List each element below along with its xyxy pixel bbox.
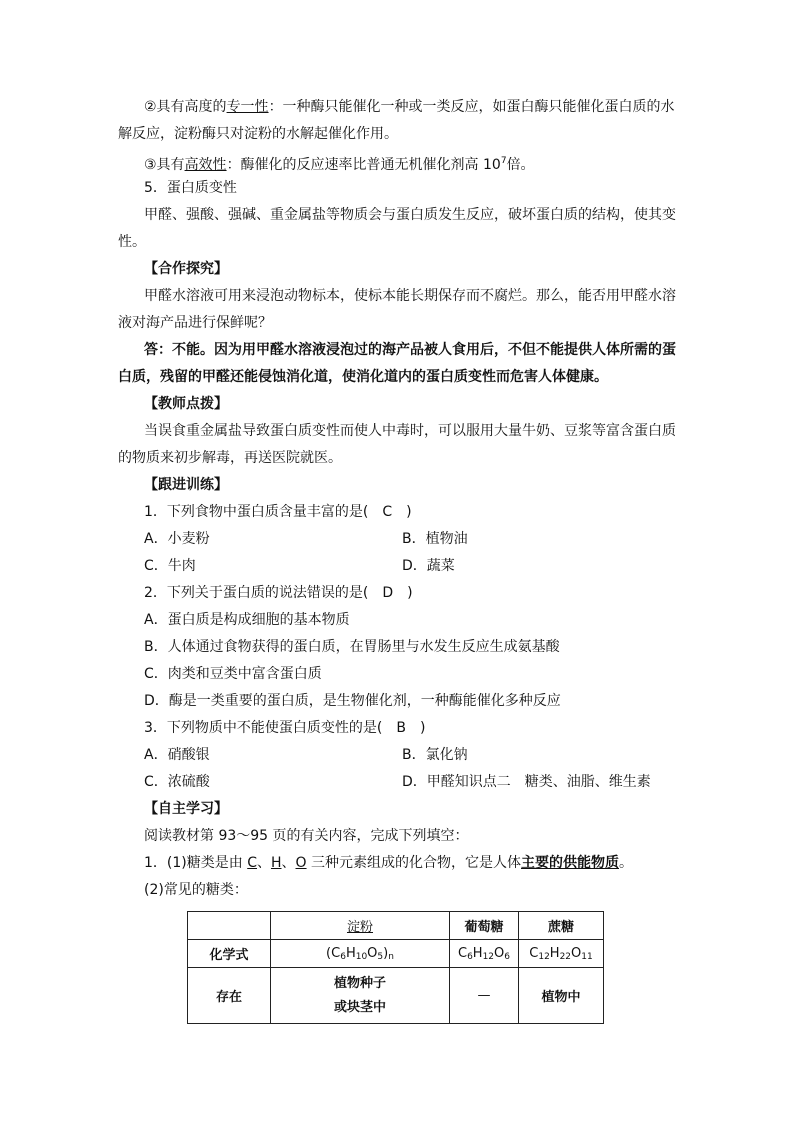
section-label-practice: 【跟进训练】 xyxy=(144,477,228,493)
specificity-term: 专一性 xyxy=(226,99,269,115)
option-row: A．小麦粉 xyxy=(144,531,210,547)
table-cell: 植物中 xyxy=(519,968,604,1024)
paragraph-line: 液对海产品进行保鲜呢？ xyxy=(118,315,272,331)
enzyme-specificity-line: ②具有高度的专一性：一种酶只能催化一种或一类反应，如蛋白酶只能催化蛋白质的水 xyxy=(144,99,675,115)
table-cell: $C_6H_{12}O_6$ xyxy=(450,940,519,968)
paragraph-line: 阅读教材第 93～95 页的有关内容，完成下列填空： xyxy=(144,828,469,844)
table-cell: — xyxy=(450,968,519,1024)
option-row: D．酶是一类重要的蛋白质，是生物催化剂，一种酶能催化多种反应 xyxy=(144,693,561,709)
enzyme-specificity-line-2: 解反应，淀粉酶只对淀粉的水解起催化作用。 xyxy=(118,126,398,142)
option-row: D．蔬菜 xyxy=(402,558,455,574)
table-cell: 植物种子 或块茎中 xyxy=(271,968,450,1024)
paragraph-line: 甲醛、强酸、强碱、重金属盐等物质会与蛋白质发生反应，破坏蛋白质的结构，使其变 xyxy=(144,207,676,223)
section-label-teacher: 【教师点拨】 xyxy=(144,396,228,412)
section-label-self-study: 【自主学习】 xyxy=(144,801,228,817)
table-header-cell: 蔗糖 xyxy=(519,912,604,940)
section-heading-denaturation: 5．蛋白质变性 xyxy=(144,180,237,196)
paragraph-line: 当误食重金属盐导致蛋白质变性而使人中毒时，可以服用大量牛奶、豆浆等富含蛋白质 xyxy=(144,423,676,439)
option-row: A．硝酸银 xyxy=(144,747,210,763)
efficiency-term: 高效性 xyxy=(184,157,227,173)
option-row: C．浓硫酸 xyxy=(144,774,210,790)
fill-blank-line: 1．(1)糖类是由 C、H、O 三种元素组成的化合物，它是人体主要的供能物质。 xyxy=(144,855,633,871)
section-label-cooperate: 【合作探究】 xyxy=(144,261,228,277)
paragraph-line: 的物质来初步解毒，再送医院就医。 xyxy=(118,450,342,466)
option-row: C．牛肉 xyxy=(144,558,196,574)
option-row: D．甲醛知识点二 糖类、油脂、维生素 xyxy=(402,774,651,790)
question-1: 1．下列食物中蛋白质含量丰富的是( C ) xyxy=(144,504,412,520)
paragraph-line: 甲醛水溶液可用来浸泡动物标本，使标本能长期保存而不腐烂。那么，能否用甲醛水溶 xyxy=(144,288,676,304)
answer-line: 答：不能。因为用甲醛水溶液浸泡过的海产品被人食用后，不但不能提供人体所需的蛋 xyxy=(144,342,676,358)
table-row-label: 存在 xyxy=(188,968,271,1024)
table-cell: $C_{12}H_{22}O_{11}$ xyxy=(519,940,604,968)
table-header-cell: 葡萄糖 xyxy=(450,912,519,940)
option-row: C．肉类和豆类中富含蛋白质 xyxy=(144,666,322,682)
sugar-table xyxy=(187,911,604,1024)
enzyme-efficiency-line: ③具有高效性：酶催化的反应速率比普通无机催化剂高 $10^7$倍。 xyxy=(144,156,535,173)
option-row: B．氯化钠 xyxy=(402,747,468,763)
question-2: 2．下列关于蛋白质的说法错误的是( D ) xyxy=(144,585,413,601)
table-header-cell xyxy=(188,912,271,940)
answer-line: 白质，残留的甲醛还能侵蚀消化道，使消化道内的蛋白质变性而危害人体健康。 xyxy=(118,369,608,385)
table-cell: $(C_6H_{10}O_5)_n$ xyxy=(271,940,450,968)
question-3: 3．下列物质中不能使蛋白质变性的是( B ) xyxy=(144,720,426,736)
paragraph-line: 性。 xyxy=(118,234,146,250)
option-row: B．人体通过食物获得的蛋白质，在胃肠里与水发生反应生成氨基酸 xyxy=(144,639,560,655)
table-header-cell: 淀粉 xyxy=(271,912,450,940)
table-row-label: 化学式 xyxy=(188,940,271,968)
paragraph-line: (2)常见的糖类： xyxy=(144,882,248,898)
main-energy-term: 主要的供能物质 xyxy=(521,855,619,871)
option-row: A．蛋白质是构成细胞的基本物质 xyxy=(144,612,350,628)
option-row: B．植物油 xyxy=(402,531,468,547)
